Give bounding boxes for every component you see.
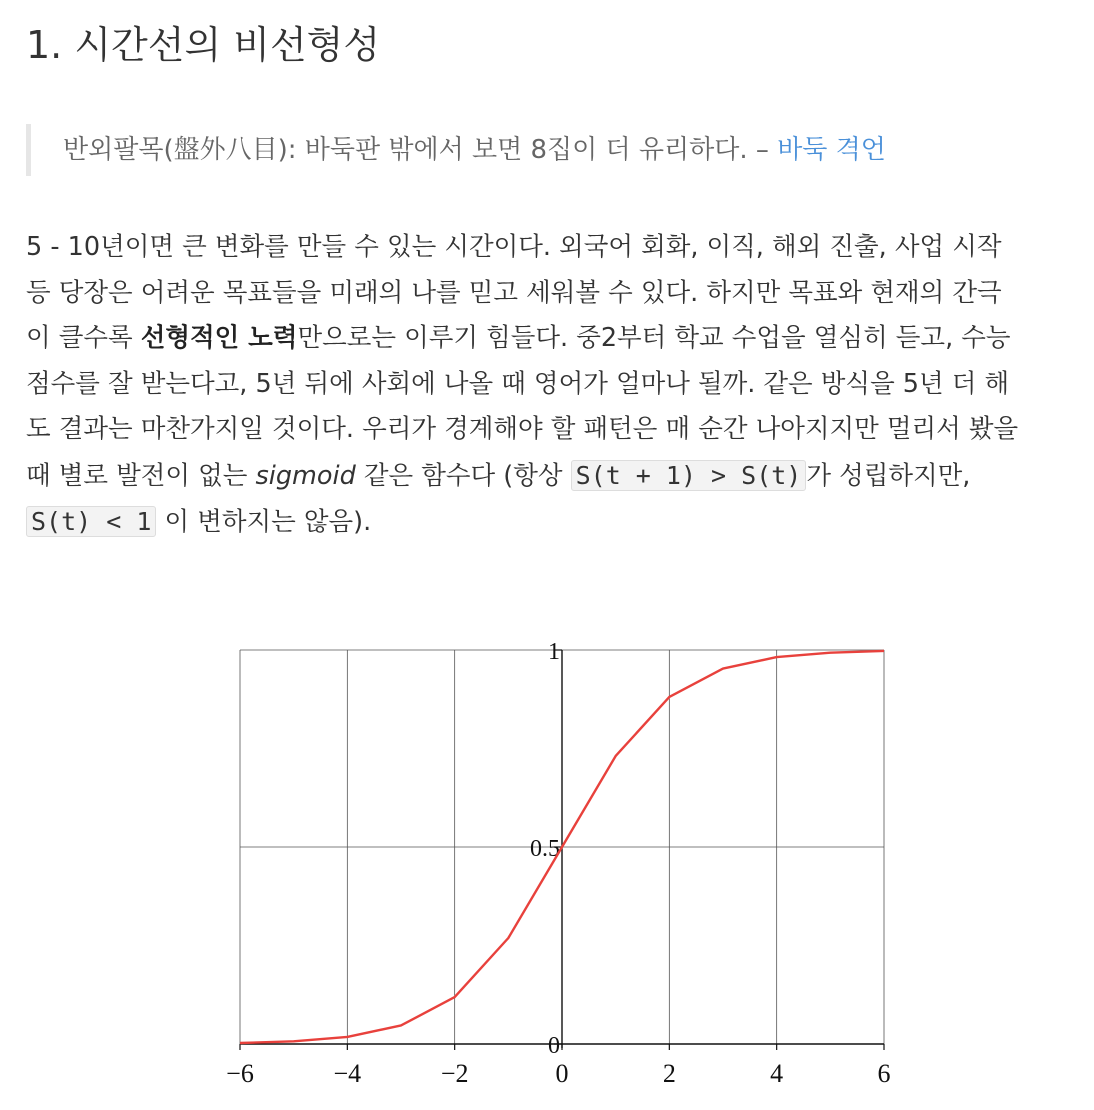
text-segment: 가 성립하지만,	[806, 460, 971, 491]
text-segment: 이 클수록	[26, 323, 141, 353]
sigmoid-figure	[0, 620, 1094, 1110]
y-tick-label: 0.5	[530, 836, 560, 862]
paragraph-line-4: 점수를 잘 받는다고, 5년 뒤에 사회에 나올 때 영어가 얼마나 될까. 같은 방식을 5년 더 해	[26, 368, 1010, 399]
bold-phrase: 선형적인 노력	[140, 323, 298, 353]
inline-code: S(t) < 1	[26, 506, 156, 537]
blockquote	[26, 124, 1066, 176]
x-tick-label: 2	[662, 1059, 676, 1088]
x-tick-label: −4	[333, 1059, 362, 1088]
sigmoid-chart	[0, 620, 1094, 1110]
x-tick-label: −6	[226, 1059, 254, 1088]
italic-term: sigmoid	[255, 460, 356, 491]
paragraph-line-7	[26, 499, 1086, 546]
text-segment: 만으로는 이루기 힘들다. 중2부터 학교 수업을 열심히 듣고, 수능	[297, 323, 1011, 353]
text-segment: 이 변하지는 않음).	[156, 507, 372, 537]
body-paragraph	[26, 225, 1086, 546]
x-tick-label: 4	[770, 1059, 784, 1088]
x-tick-label: 6	[877, 1059, 891, 1088]
text-segment: 때 별로 발전이 없는	[26, 460, 256, 491]
paragraph-line-2: 등 당장은 어려운 목표들을 미래의 나를 믿고 세워볼 수 있다. 하지만 목표와 현재의 간극	[26, 277, 1002, 308]
text-segment: 같은 함수다 (항상	[355, 460, 571, 491]
y-tick-label: 0	[548, 1033, 560, 1059]
paragraph-line-3	[26, 316, 1086, 362]
paragraph-line-6	[26, 453, 1086, 500]
quote-source-link[interactable]: 바둑 격언	[777, 135, 886, 165]
quote-text: 반외팔목(盤外八目): 바둑판 밖에서 보면 8집이 더 유리하다. –	[63, 135, 778, 165]
x-tick-label: 0	[555, 1059, 569, 1088]
page-title: 1. 시간선의 비선형성	[26, 23, 381, 67]
paragraph-line-5: 도 결과는 마찬가지일 것이다. 우리가 경계해야 할 패턴은 매 순간 나아지지만 멀리서 봤을	[26, 414, 1019, 444]
paragraph-line-1: 5 - 10년이면 큰 변화를 만들 수 있는 시간이다. 외국어 회화, 이직, 해외 진출, 사업 시작	[26, 232, 1002, 262]
y-tick-label: 1	[548, 639, 560, 665]
x-tick-label: −2	[440, 1059, 469, 1088]
inline-code: S(t + 1) > S(t)	[571, 460, 807, 491]
